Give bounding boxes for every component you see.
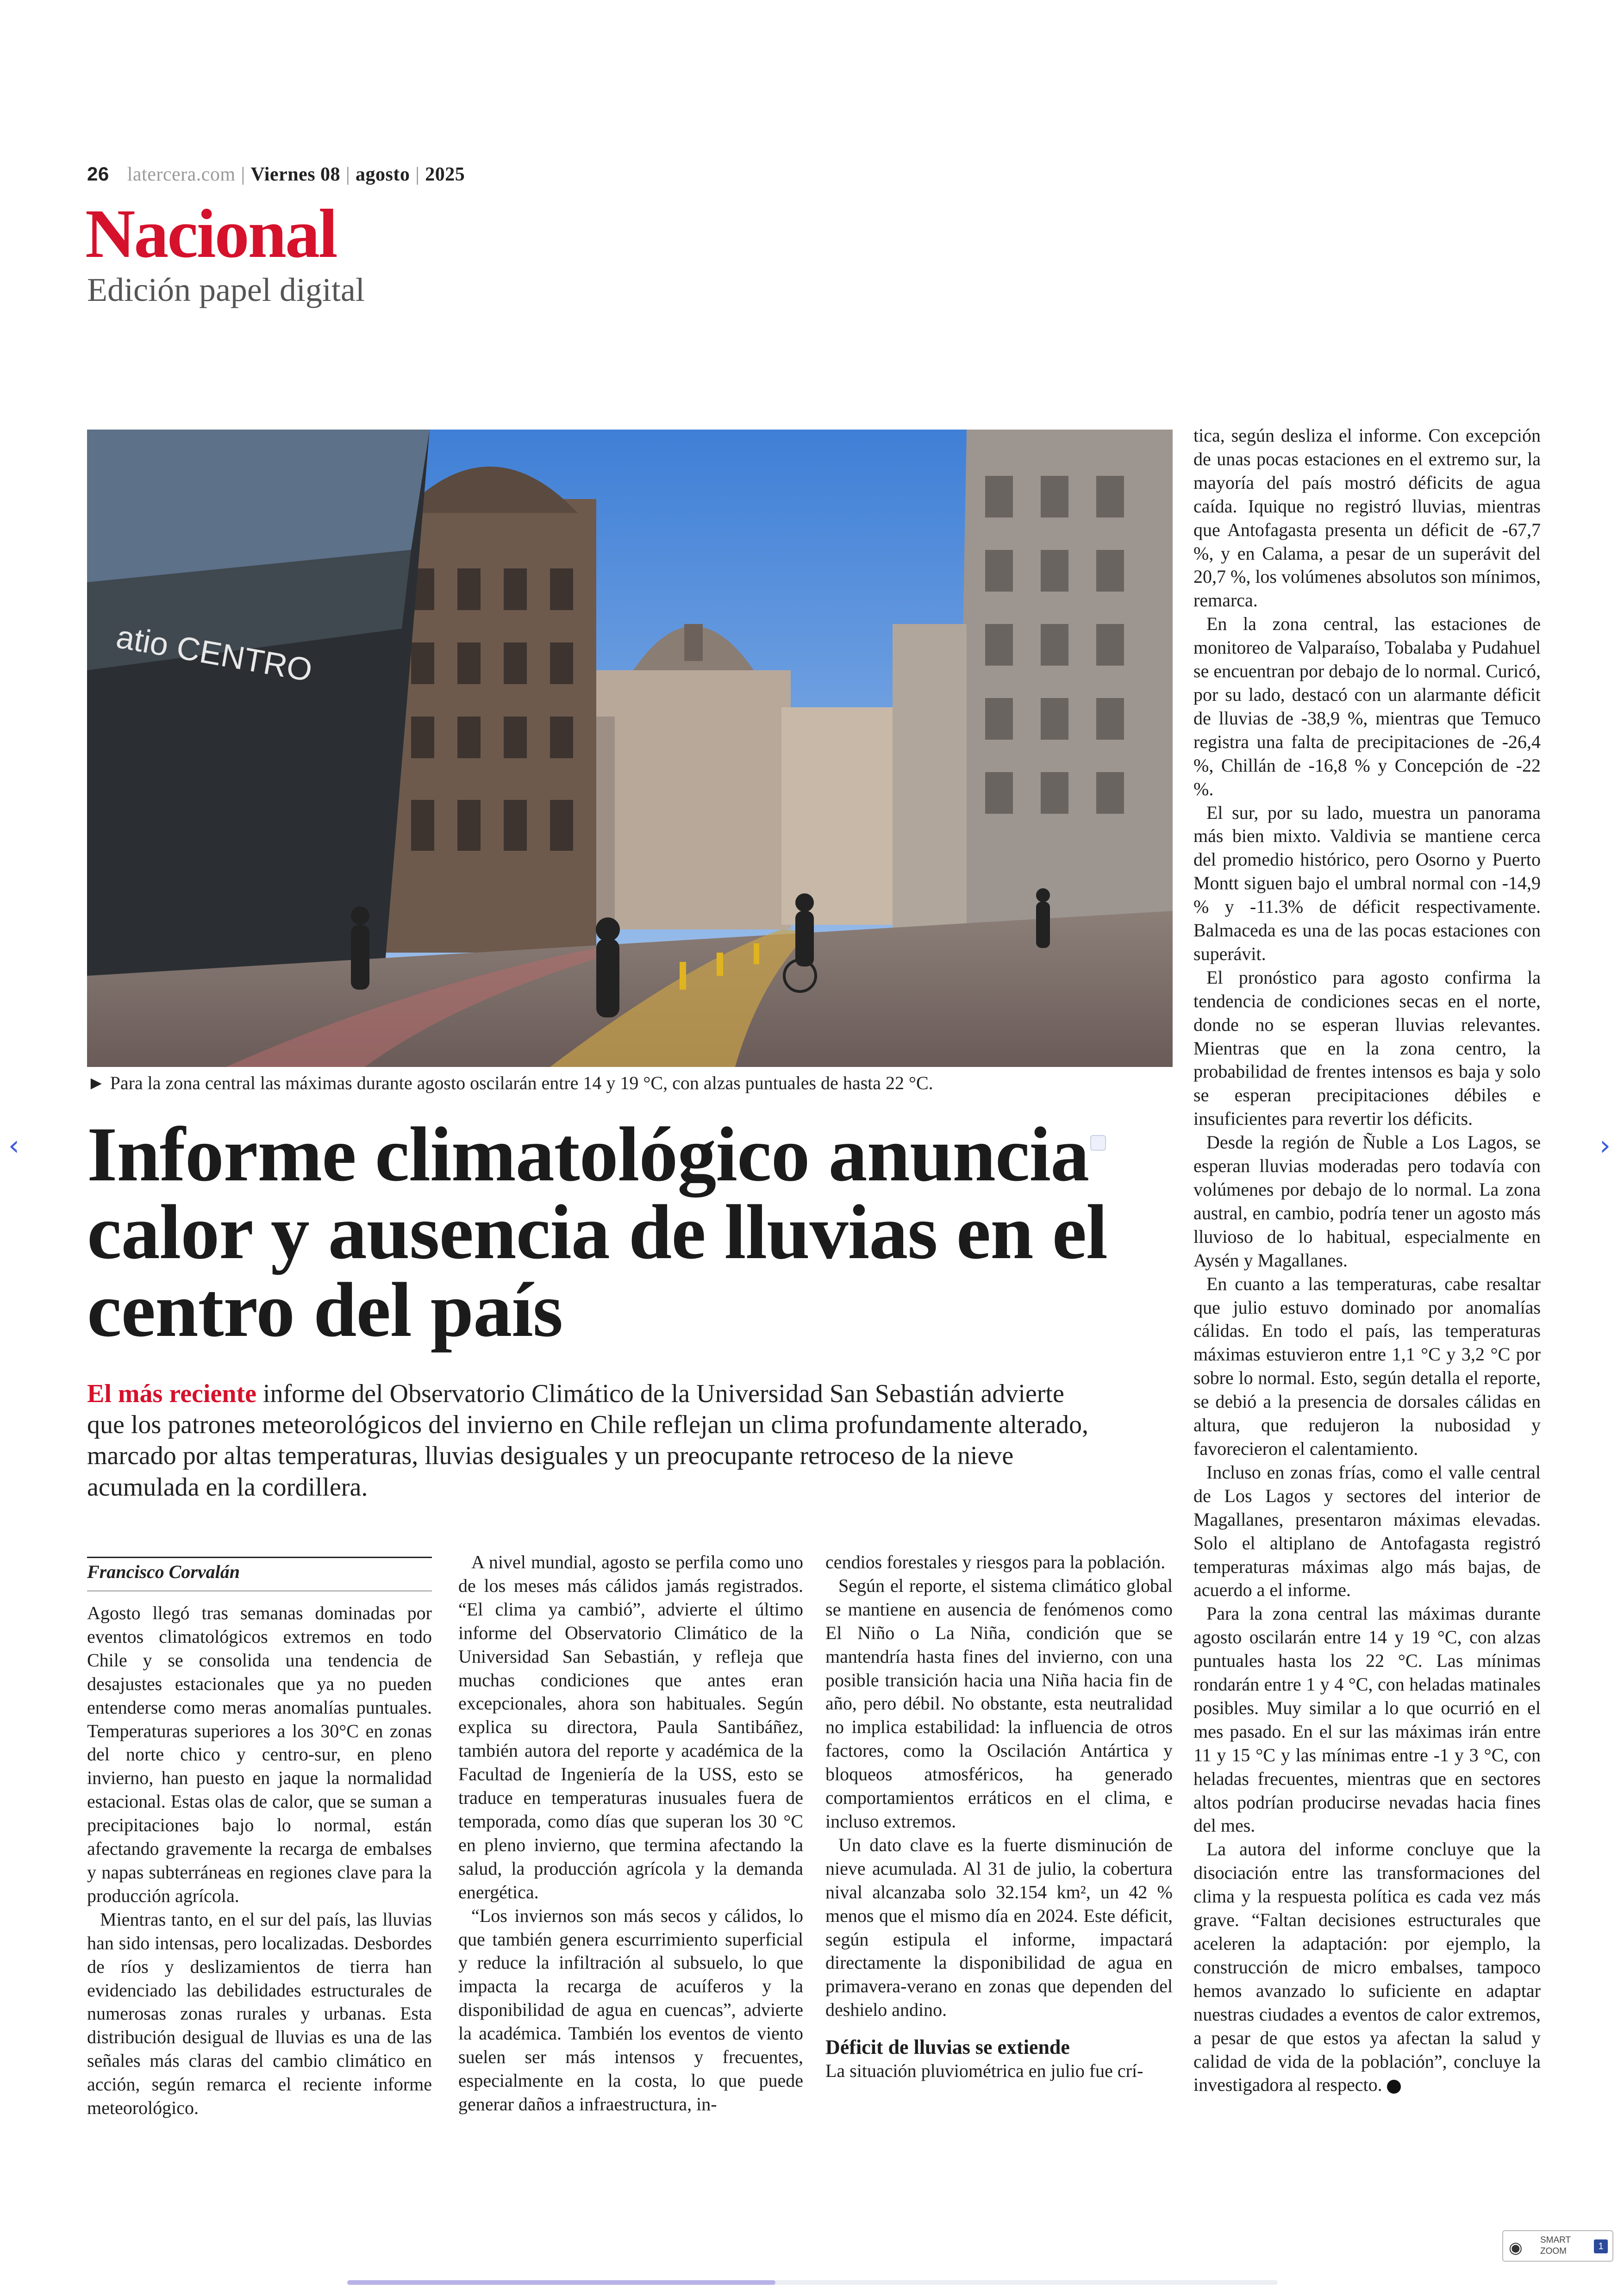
article-photo xyxy=(87,430,1173,1067)
sign-text: atio CENTRO xyxy=(113,618,315,689)
article-column-1 xyxy=(87,1602,432,2120)
article-headline: Informe climatológico anuncia calor y ausencia de lluvias en el centro del país xyxy=(87,1111,1107,1353)
paragraph: tica, según desliza el informe. Con excepción de unas pocas estaciones en el extremo sur, la mayoría del país mostró déficits de agua caída. Iquique no registró lluvias, mientras que Antofagasta presenta un déficit de -67,7 %, y en Calama, a pesar de un superávit del 20,7 %, los volúmenes absolutos son mínimos, remarca. xyxy=(1193,425,1541,611)
scrollbar-thumb[interactable] xyxy=(347,2280,775,2285)
paragraph: En la zona central, las estaciones de monitoreo de Valparaíso, Tobalaba y Pudahuel se encuentran por debajo de lo normal. Curicó, por su lado, destacó con un alarmante déficit de lluvias de -38,9 %, mientras que Temuco registra una falta de precipitaciones de -26,4 %, Chillán de -16,8 % y Concepción de -22 %. xyxy=(1193,613,1541,799)
bookmark-icon[interactable] xyxy=(1090,1135,1106,1151)
paragraph: A nivel mundial, agosto se perfila como uno de los meses más cálidos jamás registrados. “El clima ya cambió”, advierte el último informe del Observatorio Climático de la Universidad San Sebastián, y refleja que muchas condiciones que antes eran excepcionales, ahora son habituales. Según explica su directora, Paula Santibáñez, también autora del reporte y académica de la Facultad de Ingeniería de la USS, esto se traduce en temperaturas inusuales fuera de temporada, como días que superan los 30 °C en pleno invierno, que termina afectando la salud, la producción agrícola y la demanda energética. xyxy=(458,1552,803,1902)
paragraph: Desde la región de Ñuble a Los Lagos, se esperan lluvias moderadas pero todavía con volúmenes por debajo de lo normal. La zona austral, en cambio, podría tener un agosto más lluvioso de lo habitual, especialmente en Aysén y Magallanes. xyxy=(1193,1132,1541,1271)
chevron-left-icon[interactable]: ‹ xyxy=(8,1129,19,1162)
page-header: 26 latercera.com | Viernes 08 | agosto | 2025 xyxy=(87,163,465,185)
byline-rule xyxy=(87,1557,432,1558)
paragraph: En cuanto a las temperaturas, cabe resaltar que julio estuvo dominado por anomalías cálidas. En todo el país, las temperaturas máximas estuvieron entre 1,1 °C y 3,2 °C por sobre lo normal. Esto, según detalla el reporte, se debió a la presencia de dorsales cálidas en altura, que redujeron la nubosidad y favorecieron el calentamiento. xyxy=(1193,1273,1541,1459)
article-deck xyxy=(87,1378,1106,1503)
byline-divider xyxy=(87,1590,432,1591)
article-column-3 xyxy=(825,1551,1173,2083)
paragraph: Para la zona central las máximas durante agosto oscilarán entre 14 y 19 °C, con alzas puntuales hasta los 22 °C. Las mínimas rondarán entre 1 y 4 °C, con heladas matinales posibles. Muy similar a lo que ocurrió en el mes pasado. En el sur las máximas irán entre 11 y 15 °C y las mínimas entre -1 y 3 °C, con heladas frecuentes, mientras que en sectores altos podrían producirse nevadas hacia fines del mes. xyxy=(1193,1603,1541,1836)
deck-text: informe del Observatorio Climático de la Universidad San Sebastián advierte que los patrones meteorológicos del invierno en Chile reflejan un clima profundamente alterado, marcado por altas temperaturas, lluvias desiguales y un preocupante retroceso de la nieve acumulada en la cordillera. xyxy=(87,1379,1089,1502)
issue-month: agosto xyxy=(355,164,410,185)
paragraph: La situación pluviométrica en julio fue crí- xyxy=(825,2060,1143,2082)
zoom-level-badge: 1 xyxy=(1594,2239,1608,2253)
chevron-right-icon[interactable]: › xyxy=(1599,1129,1611,1162)
end-mark-icon xyxy=(1387,2080,1401,2094)
issue-day: Viernes 08 xyxy=(250,164,341,185)
paragraph: “Los inviernos son más secos y cálidos, lo que también genera escurrimiento superficial y reduce la infiltración al subsuelo, lo que impacta la recarga de acuíferos y la disponibilidad de agua en cuencas”, advierte la académica. También los eventos de viento suelen ser más intensos y frecuentes, especialmente en la costa, lo que puede generar daños a infraestructura, in- xyxy=(458,1905,803,2114)
paragraph-last xyxy=(1193,1838,1541,2097)
subheading: Déficit de lluvias se extiende xyxy=(825,2036,1070,2059)
paragraph: El sur, por su lado, muestra un panorama más bien mixto. Valdivia se mantiene cerca del promedio histórico, pero Osorno y Puerto Montt siguen bajo el umbral normal con -14,9 % y -11.3% de déficit respectivamente. Balmaceda es una de las pocas estaciones con superávit. xyxy=(1193,802,1541,964)
paragraph: Un dato clave es la fuerte disminución de nieve acumulada. Al 31 de julio, la cobertura nival alcanzaba solo 32.154 km², un 42 % menos que el mismo día en 2024. Este déficit, según estipula el informe, impactará directamente la disponibilidad de agua en primavera-verano en zonas que dependen del deshielo andino. xyxy=(825,1834,1173,2021)
article-column-4 xyxy=(1193,424,1541,2097)
section-title: Nacional xyxy=(85,195,337,272)
deck-lead: El más reciente xyxy=(87,1379,256,1408)
paragraph: Mientras tanto, en el sur del país, las lluvias han sido intensas, pero localizadas. Desbordes de ríos y deslizamientos de tierra han evidenciado las debilidades estructurales de numerosas zonas rurales y urbanas. Esta distribución desigual de lluvias es una de las señales más claras del cambio climático en acción, según remarca el reciente informe meteorológico. xyxy=(87,1908,432,2119)
paragraph: Según el reporte, el sistema climático global se mantiene en ausencia de fenómenos como El Niño o La Niña, condición que se mantendría hasta fines del invierno, con una posible transición hacia una Niña hacia fin de año, pero débil. No obstante, esta neutralidad no implica estabilidad: la influencia de otros factores, como la Oscilación Antártica y bloqueos atmosféricos, ha generado comportamientos erráticos en el clima, e incluso extremos. xyxy=(825,1575,1173,1832)
smart-zoom-button[interactable] xyxy=(1502,2230,1613,2262)
article-column-2 xyxy=(458,1551,803,2116)
eye-icon: ◉ xyxy=(1509,2239,1523,2257)
paragraph: Incluso en zonas frías, como el valle central de Los Lagos y sectores del interior de Magallanes, presentaron máximas elevadas. Solo el altiplano de Antofagasta registró temperaturas máximas algo más bajas, de acuerdo a el informe. xyxy=(1193,1461,1541,1601)
byline: Francisco Corvalán xyxy=(87,1561,240,1582)
paragraph-text: La autora del informe concluye que la disociación entre las transformaciones del clima y la respuesta política es cada vez más grave. “Faltan decisiones estructurales que aceleren la adaptación: por ejemplo, la construcción de micro embalses, tampoco hemos avanzado lo suficiente en adaptar nuestras ciudades a eventos de calor extremos, a pesar de que estos ya afectan la salud y calidad de vida de la población”, concluye la investigadora al respecto. xyxy=(1193,1839,1541,2095)
paragraph: cendios forestales y riesgos para la población. xyxy=(825,1552,1166,1572)
photo-caption: ► Para la zona central las máximas durante agosto oscilarán entre 14 y 19 °C, con alzas puntuales de hasta 22 °C. xyxy=(87,1073,933,1093)
smart-zoom-label: SMART ZOOM xyxy=(1540,2235,1571,2256)
paragraph: Agosto llegó tras semanas dominadas por eventos climatológicos extremos en todo Chile y se consolida una tendencia de desajustes estacionales que ya no pueden entenderse como meras anomalías puntuales. Temperaturas superiores a los 30°C en zonas del norte chico y centro-sur, en pleno invierno, han puesto en jaque la normalidad estacional. Estas olas de calor, que se suman a precipitaciones bajo lo normal, están afectando gravemente la recarga de embalses y napas subterráneas en regiones clave para la producción agrícola. xyxy=(87,1603,432,1906)
page-number: 26 xyxy=(87,163,109,185)
issue-year: 2025 xyxy=(425,164,465,185)
edition-label: Edición papel digital xyxy=(87,271,365,308)
paragraph: El pronóstico para agosto confirma la tendencia de condiciones secas en el norte, donde no se esperan lluvias relevantes. Mientras que en la zona centro, la probabilidad de frentes intensos es baja y solo se esperan precipitaciones débiles e insuficientes para revertir los déficits. xyxy=(1193,967,1541,1129)
site-name: latercera.com xyxy=(127,164,236,185)
